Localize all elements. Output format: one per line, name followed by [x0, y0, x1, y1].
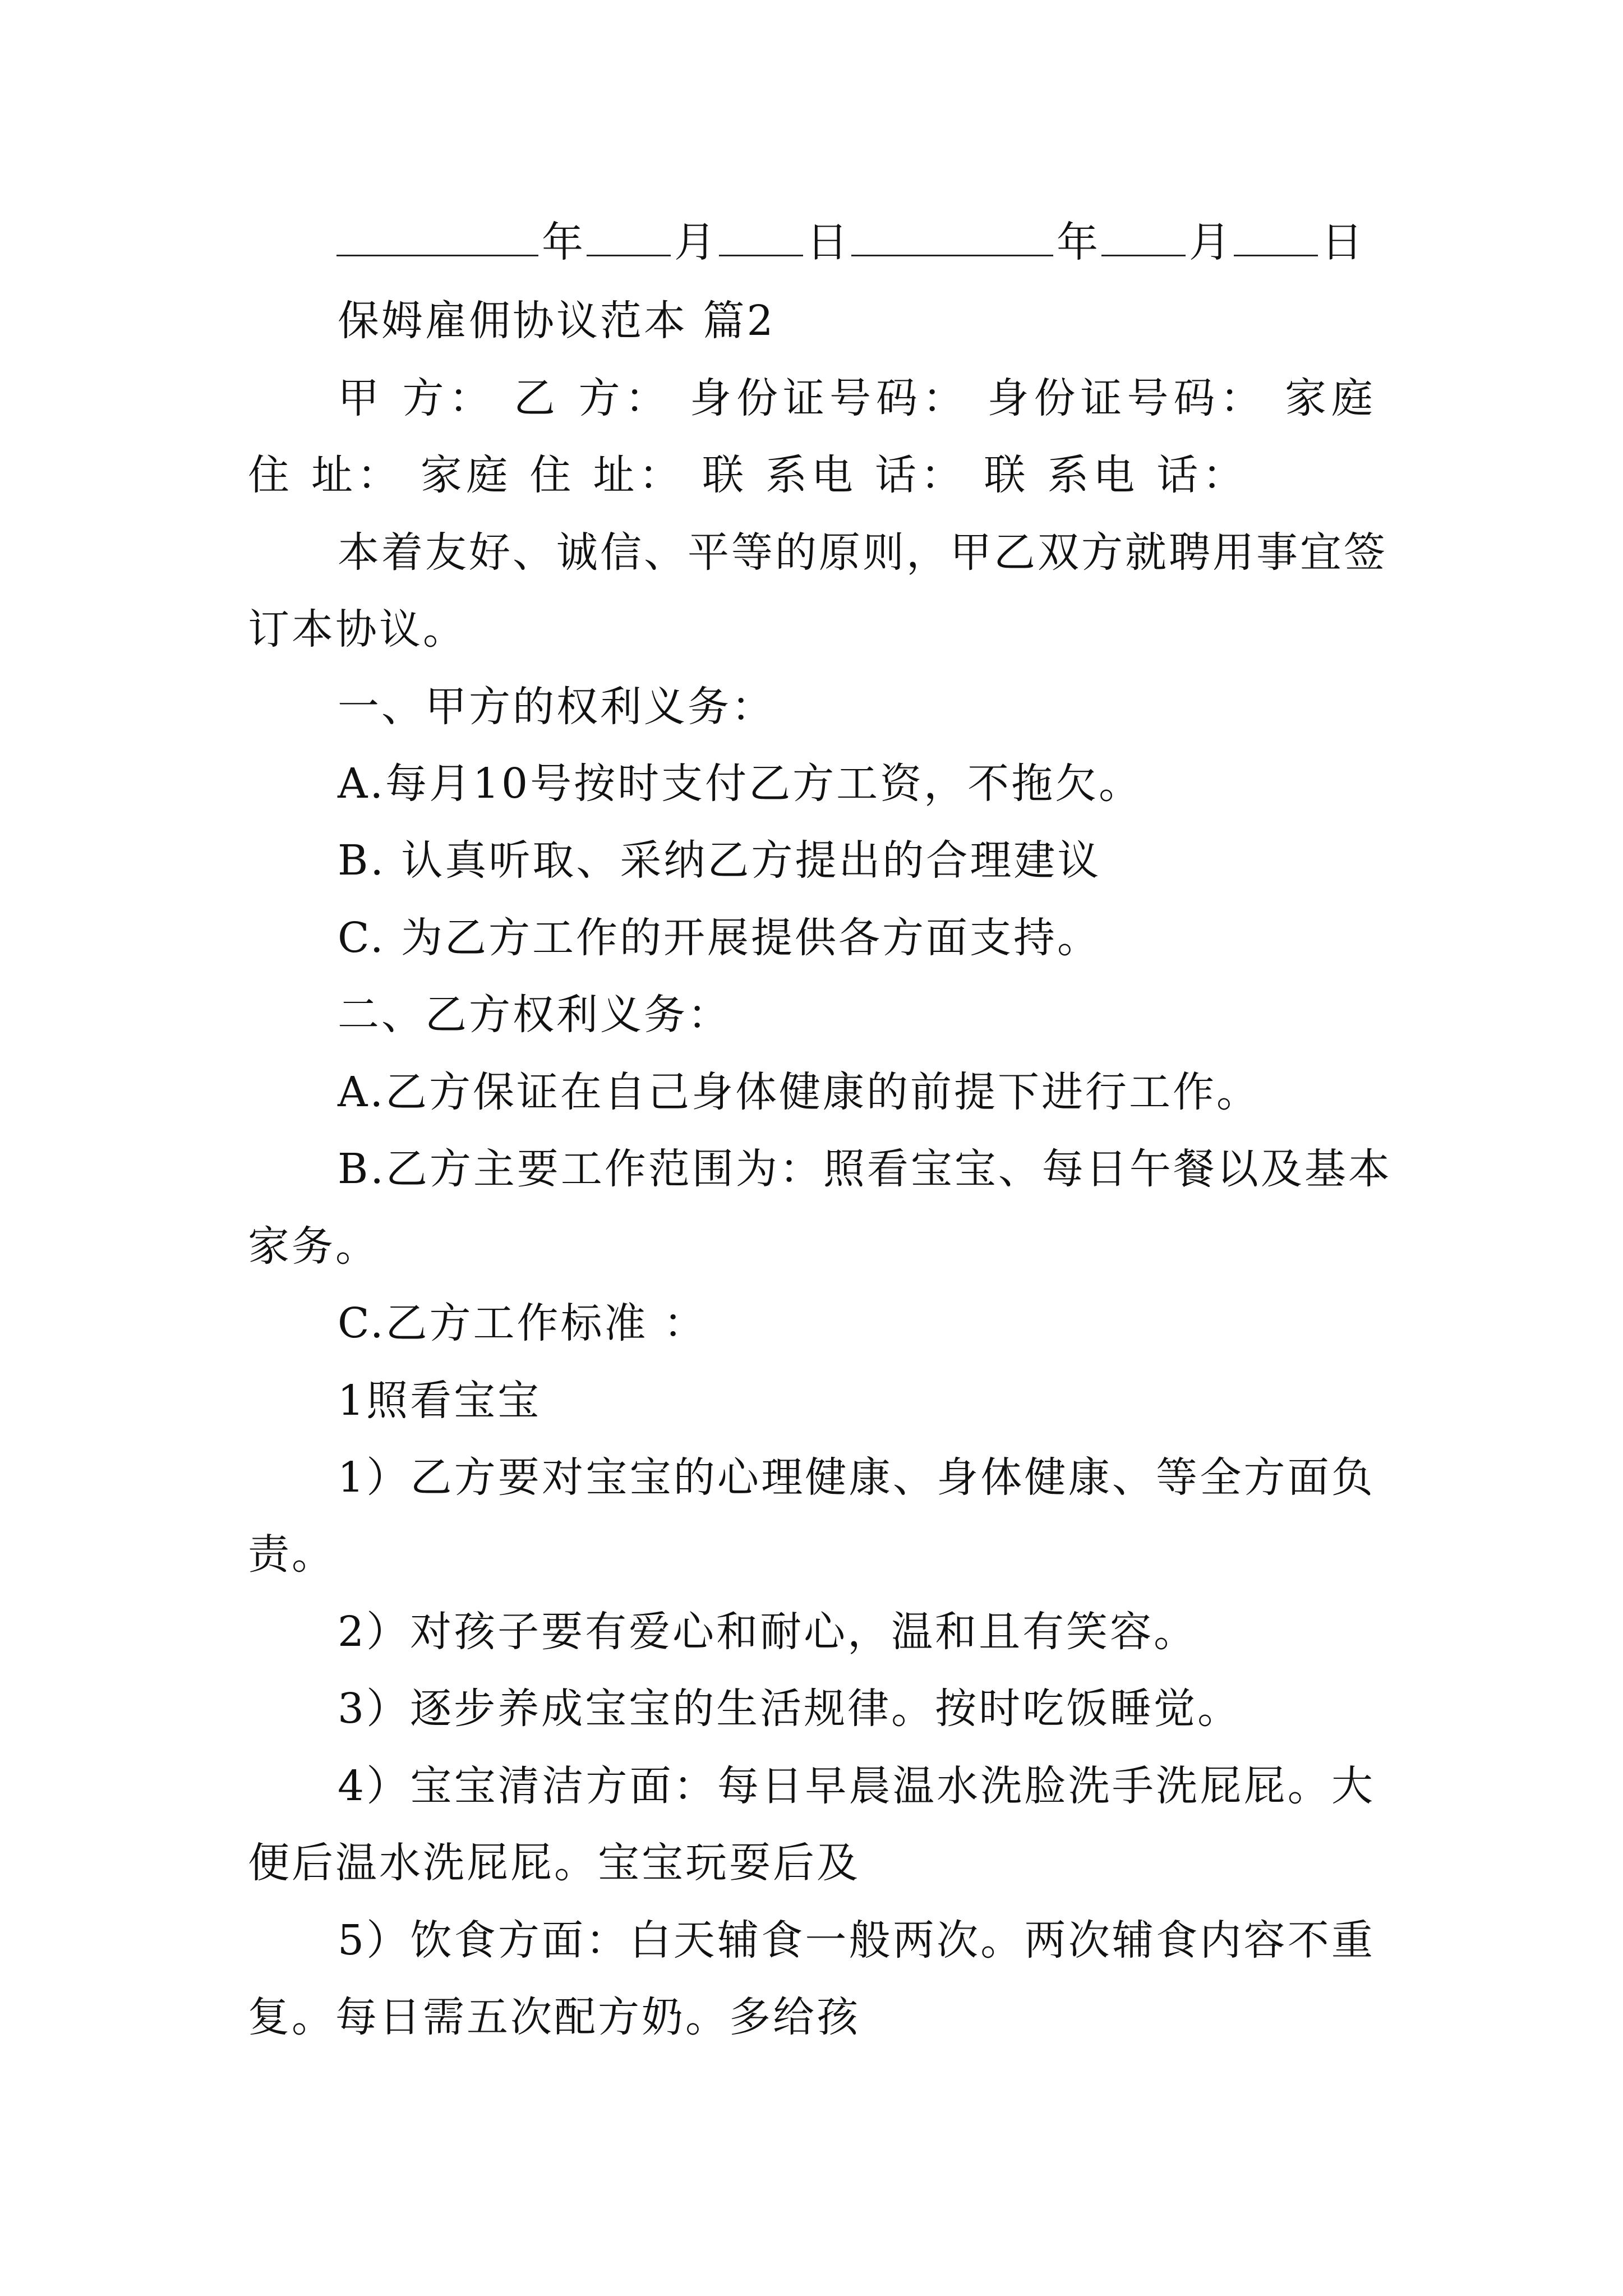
list-item-line: 便后温水洗屁屁。宝宝玩耍后及: [248, 1839, 860, 1887]
day-label: 日: [806, 218, 848, 266]
subheading-line: 1照看宝宝: [338, 1377, 542, 1425]
year-label: 年: [1057, 218, 1098, 266]
paragraph-line: 本着友好、诚信、平等的原则，甲乙双方就聘用事宜签: [338, 528, 1387, 577]
list-item-line: 3）逐步养成宝宝的生活规律。按时吃饭睡觉。: [338, 1685, 1242, 1733]
list-item-line: 复。每日需五次配方奶。多给孩: [248, 1993, 860, 2041]
clause-line: B.乙方主要工作范围为：照看宝宝、每日午餐以及基本: [338, 1145, 1392, 1193]
signature-date-line: [336, 209, 1363, 276]
section-title: 保姆雇佣协议范本 篇2: [338, 297, 776, 345]
month-label: 月: [1189, 218, 1230, 266]
clause-line: B. 认真听取、采纳乙方提出的合理建议: [338, 836, 1101, 885]
date-blank: [336, 215, 538, 256]
clause-line: 家务。: [248, 1222, 379, 1271]
year-label: 年: [542, 218, 583, 266]
date-blank: [719, 215, 803, 256]
clause-line: C.乙方工作标准 ：: [338, 1299, 708, 1347]
clause-line: C. 为乙方工作的开展提供各方面支持。: [338, 914, 1101, 962]
clause-line: A.乙方保证在自己身体健康的前提下进行工作。: [338, 1068, 1260, 1116]
party-info-line: 甲 方： 乙 方： 身份证号码： 身份证号码： 家庭: [338, 374, 1375, 422]
list-item-line: 5）饮食方面：白天辅食一般两次。两次辅食内容不重: [338, 1916, 1375, 1964]
list-item-line: 4）宝宝清洁方面：每日早晨温水洗脸洗手洗屁屁。大: [338, 1762, 1375, 1810]
list-item-line: 责。: [248, 1530, 335, 1579]
list-item-line: 1）乙方要对宝宝的心理健康、身体健康、等全方面负: [338, 1453, 1375, 1502]
date-blank: [851, 215, 1053, 256]
heading-line: 一、甲方的权利义务：: [338, 683, 775, 731]
day-label: 日: [1321, 218, 1363, 266]
party-info-line: 住 址： 家庭 住 址： 联 系电 话： 联 系电 话：: [248, 451, 1246, 499]
date-blank: [587, 215, 671, 256]
clause-line: A.每月10号按时支付乙方工资，不拖欠。: [338, 760, 1143, 808]
month-label: 月: [674, 218, 716, 266]
date-blank: [1234, 215, 1318, 256]
heading-line: 二、乙方权利义务：: [338, 991, 731, 1039]
date-blank: [1101, 215, 1186, 256]
paragraph-line: 订本协议。: [248, 605, 467, 654]
list-item-line: 2）对孩子要有爱心和耐心，温和且有笑容。: [338, 1608, 1198, 1656]
